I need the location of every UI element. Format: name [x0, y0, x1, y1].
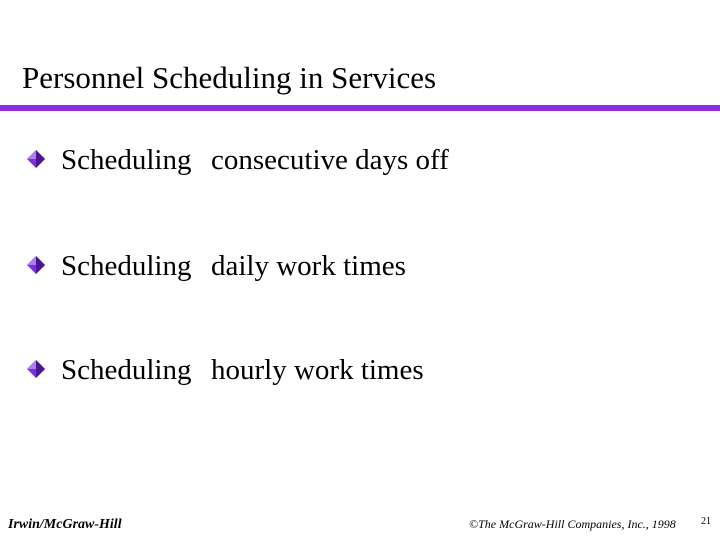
bullet-description: hourly work times [211, 354, 424, 386]
bullet-term: Scheduling [61, 354, 192, 386]
footer-copyright: ©The McGraw-Hill Companies, Inc., 1998 [469, 517, 676, 531]
bullet-term: Scheduling [61, 144, 192, 176]
bullet-term: Scheduling [61, 250, 192, 282]
diamond-bullet-icon [27, 360, 45, 378]
title-divider [0, 105, 720, 111]
bullet-description: daily work times [211, 250, 406, 282]
bullet-description: consecutive days off [211, 144, 449, 176]
diamond-bullet-icon [27, 256, 45, 274]
footer-publisher: Irwin/McGraw-Hill [8, 517, 122, 532]
page-number: 21 [701, 516, 711, 527]
diamond-bullet-icon [27, 150, 45, 168]
slide-title: Personnel Scheduling in Services [22, 60, 437, 95]
